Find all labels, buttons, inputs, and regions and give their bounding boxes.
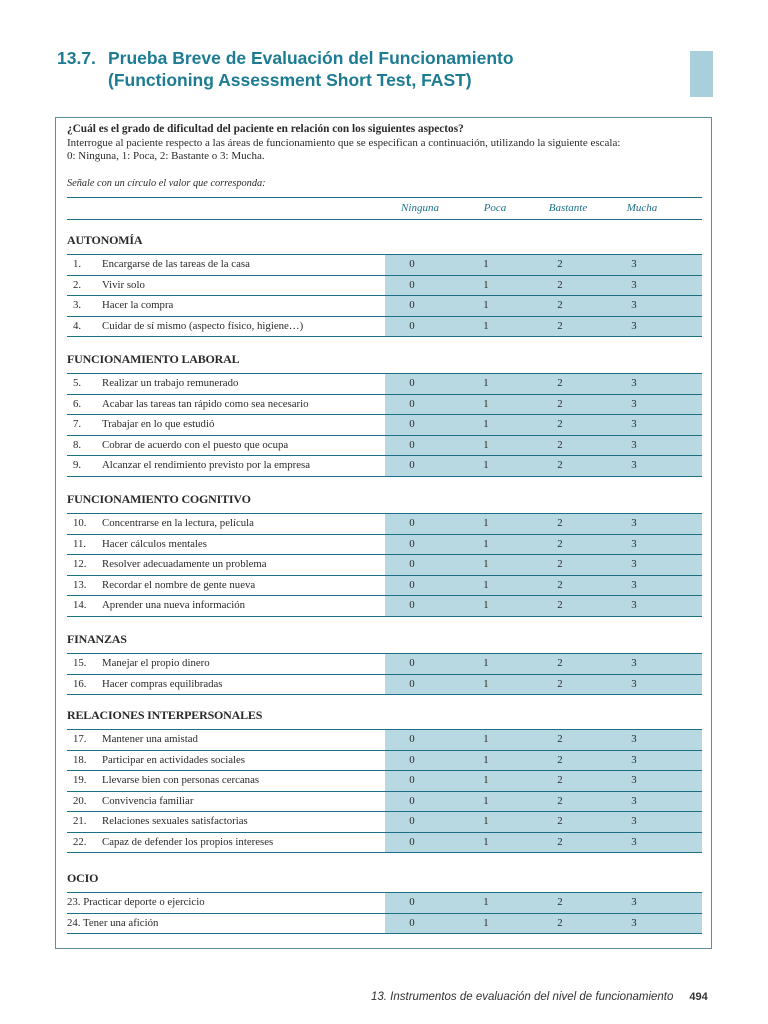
score-option-2[interactable]: 2 xyxy=(557,397,563,410)
score-option-3[interactable]: 3 xyxy=(631,916,637,929)
score-area xyxy=(385,812,702,832)
section-title: OCIO xyxy=(67,871,99,885)
score-option-2[interactable]: 2 xyxy=(557,599,563,611)
item-row xyxy=(67,914,702,935)
score-area xyxy=(385,296,702,316)
section-title: AUTONOMÍA xyxy=(67,233,143,247)
item-number: 22. xyxy=(73,835,87,848)
score-option-1[interactable]: 1 xyxy=(483,599,489,611)
score-area xyxy=(385,374,702,394)
section-title: FUNCIONAMIENTO LABORAL xyxy=(67,352,240,366)
item-row xyxy=(67,792,702,813)
score-option-0[interactable]: 0 xyxy=(409,319,415,332)
score-area xyxy=(385,771,702,791)
item-row xyxy=(67,276,702,297)
item-text: 24. Tener una afición xyxy=(67,916,159,929)
item-number: 14. xyxy=(73,599,87,611)
item-number: 7. xyxy=(73,418,82,430)
score-option-3[interactable]: 3 xyxy=(631,599,637,611)
score-area xyxy=(385,317,702,337)
score-option-1[interactable]: 1 xyxy=(483,537,489,550)
score-option-2[interactable]: 2 xyxy=(557,896,563,908)
score-option-0[interactable]: 0 xyxy=(409,794,415,807)
score-option-2[interactable]: 2 xyxy=(557,733,563,745)
section-title: RELACIONES INTERPERSONALES xyxy=(67,708,263,722)
score-option-1[interactable]: 1 xyxy=(483,835,489,848)
score-option-2[interactable]: 2 xyxy=(557,537,563,550)
score-option-1[interactable]: 1 xyxy=(483,278,489,291)
score-option-0[interactable]: 0 xyxy=(409,896,415,908)
item-text: Relaciones sexuales satisfactorias xyxy=(102,815,248,827)
score-option-1[interactable]: 1 xyxy=(483,418,489,430)
section-table xyxy=(67,513,702,617)
column-header-row xyxy=(67,197,702,220)
title-line-2: (Functioning Assessment Short Test, FAST) xyxy=(108,70,472,90)
item-row xyxy=(67,596,702,617)
score-option-1[interactable]: 1 xyxy=(483,774,489,786)
score-option-1[interactable]: 1 xyxy=(483,753,489,766)
score-option-3[interactable]: 3 xyxy=(631,558,637,570)
item-row xyxy=(67,812,702,833)
item-number: 19. xyxy=(73,774,87,786)
section-table xyxy=(67,729,702,853)
item-text: Trabajar en lo que estudió xyxy=(102,418,215,430)
score-option-3[interactable]: 3 xyxy=(631,537,637,550)
score-option-3[interactable]: 3 xyxy=(631,299,637,311)
score-option-0[interactable]: 0 xyxy=(409,657,415,669)
score-option-0[interactable]: 0 xyxy=(409,733,415,745)
item-text: Acabar las tareas tan rápido como sea necesario xyxy=(102,397,309,410)
score-option-3[interactable]: 3 xyxy=(631,578,637,591)
item-number: 15. xyxy=(73,657,87,669)
item-number: 4. xyxy=(73,319,82,332)
item-text: Hacer cálculos mentales xyxy=(102,537,207,550)
score-option-0[interactable]: 0 xyxy=(409,418,415,430)
item-row xyxy=(67,374,702,395)
item-text: Mantener una amistad xyxy=(102,733,198,745)
section-table xyxy=(67,892,702,934)
item-number: 20. xyxy=(73,794,87,807)
score-option-0[interactable]: 0 xyxy=(409,537,415,550)
score-option-0[interactable]: 0 xyxy=(409,578,415,591)
item-text: Capaz de defender los propios intereses xyxy=(102,835,274,848)
score-option-3[interactable]: 3 xyxy=(631,319,637,332)
score-area xyxy=(385,255,702,275)
item-number: 9. xyxy=(73,459,82,471)
score-option-3[interactable]: 3 xyxy=(631,753,637,766)
score-option-1[interactable]: 1 xyxy=(483,677,489,690)
score-option-0[interactable]: 0 xyxy=(409,774,415,786)
score-option-1[interactable]: 1 xyxy=(483,377,489,389)
item-text: Hacer la compra xyxy=(102,299,174,311)
score-option-3[interactable]: 3 xyxy=(631,418,637,430)
item-text: Llevarse bien con personas cercanas xyxy=(102,774,260,786)
section-number: 13.7. xyxy=(57,48,96,68)
score-option-0[interactable]: 0 xyxy=(409,397,415,410)
score-option-1[interactable]: 1 xyxy=(483,733,489,745)
item-text: Concentrarse en la lectura, película xyxy=(102,517,254,529)
score-option-1[interactable]: 1 xyxy=(483,794,489,807)
footer-chapter: 13. Instrumentos de evaluación del nivel de funcionamiento xyxy=(371,991,674,1003)
score-area xyxy=(385,514,702,534)
score-option-3[interactable]: 3 xyxy=(631,733,637,745)
score-option-3[interactable]: 3 xyxy=(631,258,637,270)
score-option-2[interactable]: 2 xyxy=(557,677,563,690)
score-area xyxy=(385,730,702,750)
score-area xyxy=(385,415,702,435)
score-option-1[interactable]: 1 xyxy=(483,438,489,451)
item-text: Manejar el propio dinero xyxy=(102,657,210,669)
score-area xyxy=(385,675,702,695)
item-row xyxy=(67,514,702,535)
intro-description: Interrogue al paciente respecto a las áreas de funcionamiento que se especifican a continuación, utilizando la siguiente escala: xyxy=(67,136,621,149)
item-text: Resolver adecuadamente un problema xyxy=(102,558,267,570)
column-header-mucha: Mucha xyxy=(626,202,658,214)
item-number: 2. xyxy=(73,278,82,291)
score-option-0[interactable]: 0 xyxy=(409,438,415,451)
score-option-0[interactable]: 0 xyxy=(409,459,415,471)
score-option-0[interactable]: 0 xyxy=(409,517,415,529)
score-option-3[interactable]: 3 xyxy=(631,278,637,291)
item-text: Convivencia familiar xyxy=(102,794,194,807)
score-option-2[interactable]: 2 xyxy=(557,753,563,766)
score-option-2[interactable]: 2 xyxy=(557,657,563,669)
item-text: Hacer compras equilibradas xyxy=(102,677,223,690)
score-option-1[interactable]: 1 xyxy=(483,896,489,908)
score-option-3[interactable]: 3 xyxy=(631,835,637,848)
item-number: 12. xyxy=(73,558,87,570)
score-option-3[interactable]: 3 xyxy=(631,397,637,410)
score-area xyxy=(385,456,702,476)
score-option-0[interactable]: 0 xyxy=(409,677,415,690)
score-option-1[interactable]: 1 xyxy=(483,299,489,311)
score-option-2[interactable]: 2 xyxy=(557,916,563,929)
intro-question: ¿Cuál es el grado de dificultad del paciente en relación con los siguientes aspectos? xyxy=(67,123,464,135)
page-footer xyxy=(371,991,708,1003)
score-option-0[interactable]: 0 xyxy=(409,278,415,291)
score-option-2[interactable]: 2 xyxy=(557,774,563,786)
score-area xyxy=(385,914,702,934)
item-row xyxy=(67,395,702,416)
score-option-2[interactable]: 2 xyxy=(557,558,563,570)
item-text: Realizar un trabajo remunerado xyxy=(102,377,239,389)
item-number: 8. xyxy=(73,438,82,451)
intro-scale: 0: Ninguna, 1: Poca, 2: Bastante o 3: Mucha. xyxy=(67,150,265,162)
score-option-1[interactable]: 1 xyxy=(483,657,489,669)
score-option-1[interactable]: 1 xyxy=(483,578,489,591)
score-option-2[interactable]: 2 xyxy=(557,794,563,807)
item-number: 17. xyxy=(73,733,87,745)
score-area xyxy=(385,576,702,596)
section-title: FINANZAS xyxy=(67,632,127,646)
score-option-0[interactable]: 0 xyxy=(409,753,415,766)
score-option-2[interactable]: 2 xyxy=(557,815,563,827)
item-number: 18. xyxy=(73,753,87,766)
item-text: Cobrar de acuerdo con el puesto que ocupa xyxy=(102,438,289,451)
score-area xyxy=(385,596,702,616)
item-row xyxy=(67,675,702,696)
column-header-poca: Poca xyxy=(483,202,507,214)
score-option-0[interactable]: 0 xyxy=(409,558,415,570)
score-option-1[interactable]: 1 xyxy=(483,258,489,270)
item-number: 10. xyxy=(73,517,87,529)
item-row xyxy=(67,833,702,854)
score-option-2[interactable]: 2 xyxy=(557,438,563,451)
score-option-3[interactable]: 3 xyxy=(631,377,637,389)
item-text: 23. Practicar deporte o ejercicio xyxy=(67,896,205,908)
intro-instruction: Señale con un círculo el valor que corresponda: xyxy=(67,177,266,189)
item-text: Aprender una nueva información xyxy=(102,599,246,611)
score-option-0[interactable]: 0 xyxy=(409,299,415,311)
score-area xyxy=(385,751,702,771)
item-number: 21. xyxy=(73,815,87,827)
item-row xyxy=(67,456,702,477)
score-area xyxy=(385,893,702,913)
score-option-2[interactable]: 2 xyxy=(557,377,563,389)
column-header-bastante: Bastante xyxy=(548,202,588,214)
item-text: Vivir solo xyxy=(102,278,145,291)
item-number: 3. xyxy=(73,299,82,311)
score-option-3[interactable]: 3 xyxy=(631,438,637,451)
score-option-3[interactable]: 3 xyxy=(631,774,637,786)
intro xyxy=(67,123,707,190)
item-row xyxy=(67,436,702,457)
score-option-2[interactable]: 2 xyxy=(557,258,563,270)
questionnaire-frame xyxy=(55,117,712,949)
score-option-3[interactable]: 3 xyxy=(631,815,637,827)
item-row xyxy=(67,730,702,751)
score-option-2[interactable]: 2 xyxy=(557,835,563,848)
item-number: 5. xyxy=(73,377,82,389)
score-option-1[interactable]: 1 xyxy=(483,815,489,827)
item-text: Recordar el nombre de gente nueva xyxy=(102,578,256,591)
score-option-2[interactable]: 2 xyxy=(557,299,563,311)
item-number: 16. xyxy=(73,677,87,690)
item-row xyxy=(67,771,702,792)
item-text: Encargarse de las tareas de la casa xyxy=(102,258,250,270)
item-number: 13. xyxy=(73,578,87,591)
item-number: 11. xyxy=(73,537,87,550)
item-row xyxy=(67,654,702,675)
page-title xyxy=(57,47,514,91)
section-table xyxy=(67,373,702,477)
score-area xyxy=(385,833,702,853)
item-row xyxy=(67,255,702,276)
score-option-1[interactable]: 1 xyxy=(483,319,489,332)
score-option-0[interactable]: 0 xyxy=(409,599,415,611)
score-option-1[interactable]: 1 xyxy=(483,517,489,529)
score-area xyxy=(385,654,702,674)
score-option-1[interactable]: 1 xyxy=(483,459,489,471)
score-area xyxy=(385,792,702,812)
score-option-2[interactable]: 2 xyxy=(557,278,563,291)
score-option-1[interactable]: 1 xyxy=(483,916,489,929)
item-row xyxy=(67,555,702,576)
score-option-2[interactable]: 2 xyxy=(557,517,563,529)
section-table xyxy=(67,653,702,695)
score-option-3[interactable]: 3 xyxy=(631,794,637,807)
item-row xyxy=(67,535,702,556)
section-table xyxy=(67,254,702,337)
score-area xyxy=(385,535,702,555)
score-option-0[interactable]: 0 xyxy=(409,916,415,929)
item-text: Alcanzar el rendimiento previsto por la empresa xyxy=(102,459,311,471)
score-option-2[interactable]: 2 xyxy=(557,578,563,591)
score-option-2[interactable]: 2 xyxy=(557,459,563,471)
score-area xyxy=(385,395,702,415)
item-text: Cuidar de sí mismo (aspecto físico, higiene…) xyxy=(102,319,304,332)
score-area xyxy=(385,436,702,456)
score-option-3[interactable]: 3 xyxy=(631,896,637,908)
item-row xyxy=(67,893,702,914)
score-option-2[interactable]: 2 xyxy=(557,319,563,332)
item-row xyxy=(67,296,702,317)
score-option-0[interactable]: 0 xyxy=(409,377,415,389)
section-title: FUNCIONAMIENTO COGNITIVO xyxy=(67,492,251,506)
score-area xyxy=(385,555,702,575)
score-option-0[interactable]: 0 xyxy=(409,815,415,827)
item-row xyxy=(67,751,702,772)
score-option-1[interactable]: 1 xyxy=(483,558,489,570)
score-option-3[interactable]: 3 xyxy=(631,459,637,471)
score-option-0[interactable]: 0 xyxy=(409,835,415,848)
item-row xyxy=(67,576,702,597)
score-option-2[interactable]: 2 xyxy=(557,418,563,430)
score-option-0[interactable]: 0 xyxy=(409,258,415,270)
score-option-3[interactable]: 3 xyxy=(631,677,637,690)
item-row xyxy=(67,415,702,436)
score-option-1[interactable]: 1 xyxy=(483,397,489,410)
column-header-ninguna: Ninguna xyxy=(401,202,439,214)
item-text: Participar en actividades sociales xyxy=(102,753,246,766)
score-option-3[interactable]: 3 xyxy=(631,657,637,669)
chapter-tab-marker xyxy=(690,51,713,97)
item-number: 6. xyxy=(73,397,82,410)
item-number: 1. xyxy=(73,258,82,270)
score-area xyxy=(385,276,702,296)
page-number: 494 xyxy=(689,991,708,1003)
title-line-1: Prueba Breve de Evaluación del Funcionamiento xyxy=(108,48,514,68)
score-option-3[interactable]: 3 xyxy=(631,517,637,529)
item-row xyxy=(67,317,702,338)
